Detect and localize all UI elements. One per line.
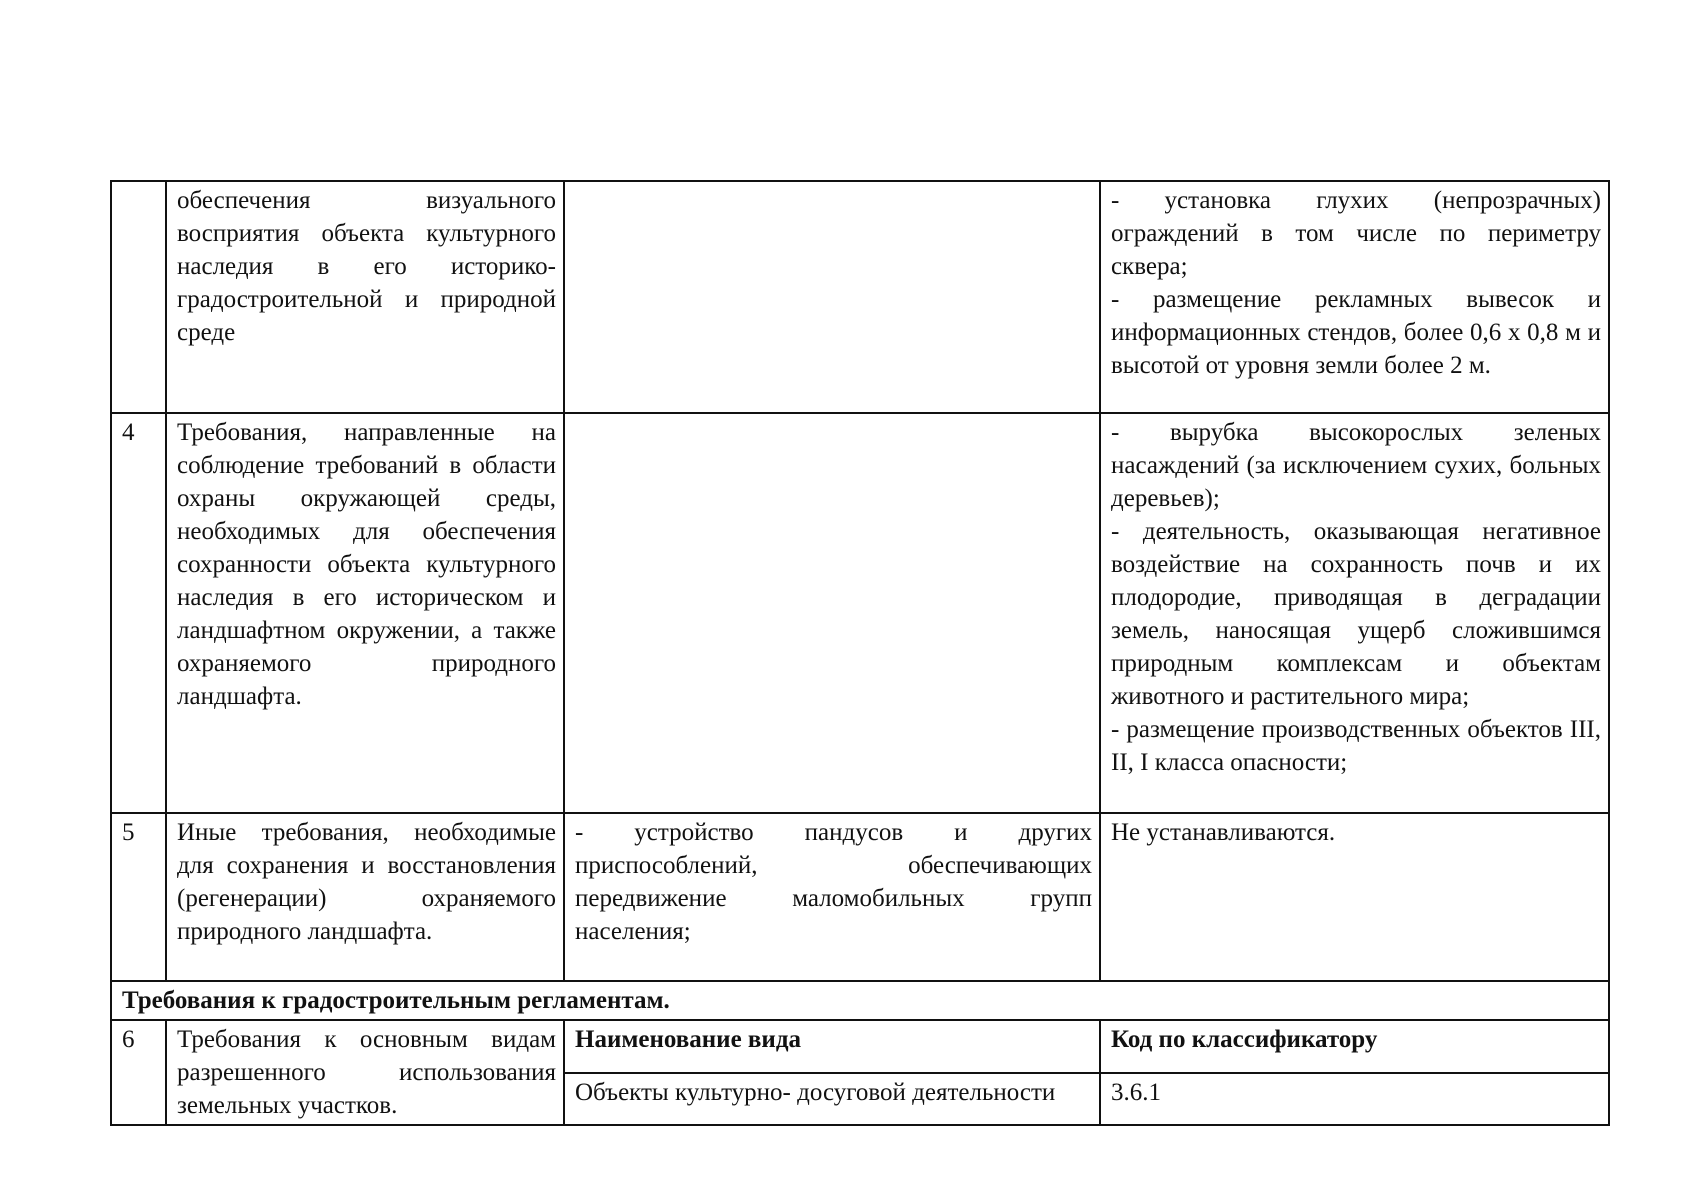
forbidden-cell — [1100, 813, 1609, 981]
requirement-cell: Требования, направленные на соблюдение требований в области охраны окружающей среды, необходимых для обеспечения сохранности объекта культурного наследия в его историческом и ландшафтном окружении, а также охраняемого природного ландшафта. — [166, 413, 564, 813]
allowed-cell — [564, 181, 1100, 413]
requirement-cell: обеспечения визуального восприятия объекта культурного наследия в его историко-градостроительной и природной среде — [166, 181, 564, 413]
use-name-cell: Объекты культурно- досуговой деятельности — [564, 1073, 1100, 1126]
requirement-cell: Иные требования, необходимые для сохранения и восстановления (регенерации) охраняемого природного ландшафта. — [166, 813, 564, 981]
forbidden-item: Не устанавливаются. — [1111, 819, 1336, 846]
row-number: 6 — [111, 1020, 166, 1125]
forbidden-item: - установка глухих (непрозрачных) ограждений в том числе по периметру сквера; — [1111, 187, 1601, 280]
forbidden-cell — [1100, 413, 1609, 813]
table-row — [111, 181, 1609, 413]
allowed-cell: - устройство пандусов и других приспособлений, обеспечивающих передвижение маломобильных групп населения; — [564, 813, 1100, 981]
forbidden-item: - размещение рекламных вывесок и информационных стендов, более 0,6 х 0,8 м и высотой от уровня земли более 2 м. — [1111, 286, 1601, 379]
allowed-cell — [564, 413, 1100, 813]
section-header-row — [111, 981, 1609, 1020]
column-header-name: Наименование вида — [564, 1020, 1100, 1073]
forbidden-cell — [1100, 181, 1609, 413]
row-number: 5 — [111, 813, 166, 981]
column-header-code: Код по классификатору — [1100, 1020, 1609, 1073]
table-row — [111, 413, 1609, 813]
table-row — [111, 813, 1609, 981]
forbidden-item: - деятельность, оказывающая негативное воздействие на сохранность почв и их плодородие, приводящая в деградации земель, наносящая ущерб сложившимся природным комплексам и объектам животного и растительного мира; — [1111, 518, 1601, 710]
row-number: 4 — [111, 413, 166, 813]
section-title: Требования к градостроительным регламентам. — [111, 981, 1609, 1020]
table-row — [111, 1020, 1609, 1073]
use-code-cell: 3.6.1 — [1100, 1073, 1609, 1126]
regulations-table — [110, 180, 1610, 1126]
forbidden-item: - размещение производственных объектов III, II, I класса опасности; — [1111, 716, 1601, 776]
row-number — [111, 181, 166, 413]
forbidden-item: - вырубка высокорослых зеленых насаждений (за исключением сухих, больных деревьев); — [1111, 419, 1601, 512]
requirement-cell: Требования к основным видам разрешенного использования земельных участков. — [166, 1020, 564, 1125]
